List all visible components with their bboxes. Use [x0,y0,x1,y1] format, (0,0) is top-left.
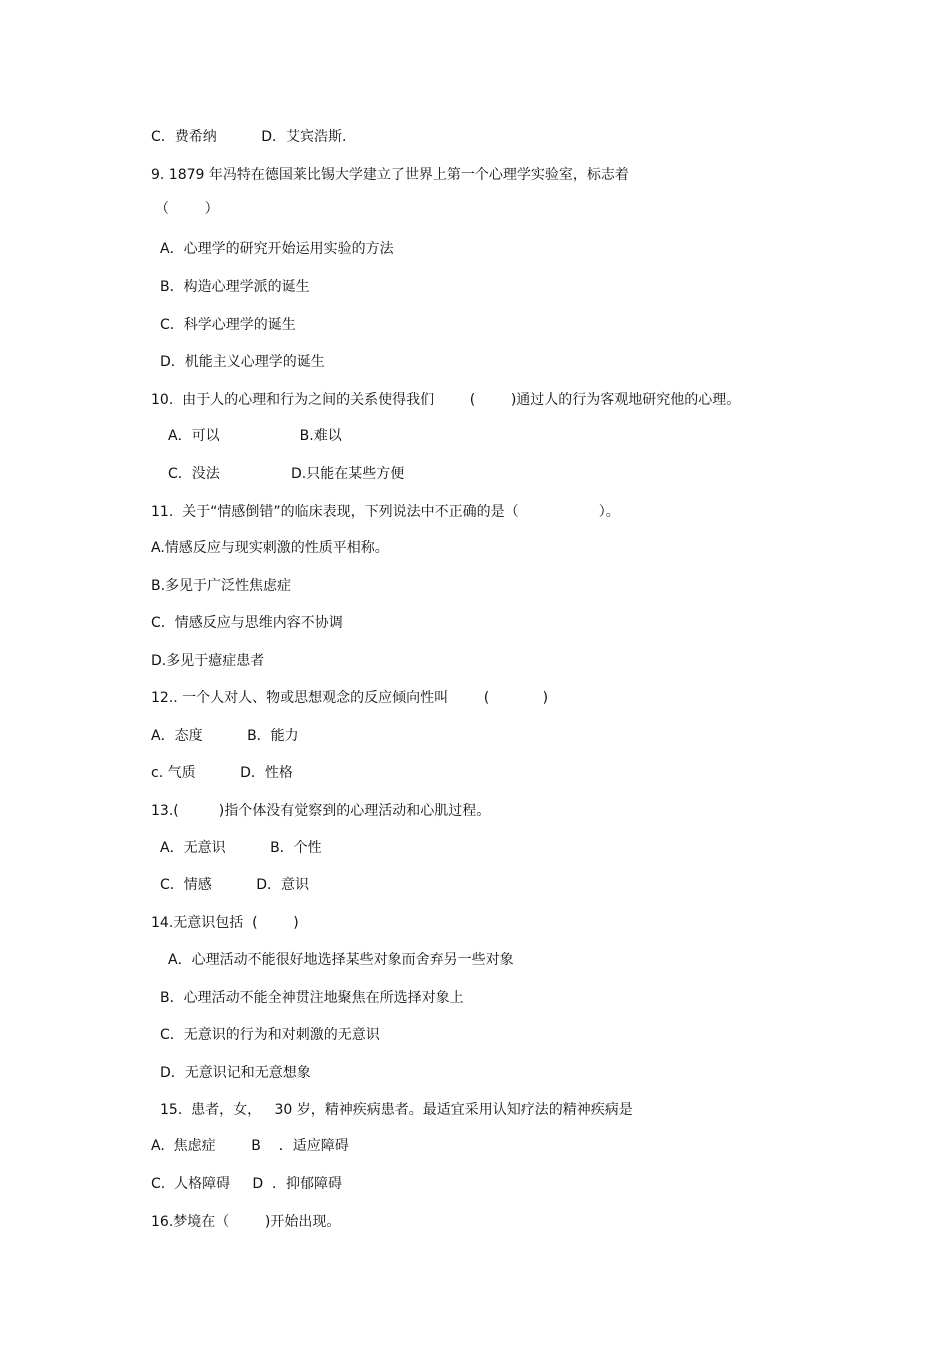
option-line: C．没法 D.只能在某些方便 [168,466,405,482]
option-line: C．情感反应与思维内容不协调 [151,615,343,631]
option-line: c. 气质 D．性格 [151,765,293,781]
answer-blank: （ ） [155,201,219,217]
option-line: A．心理活动不能很好地选择某些对象而舍弃另一些对象 [168,952,514,968]
option-line: C．费希纳 D．艾宾浩斯. [151,129,347,145]
option-line: D.多见于癔症患者 [151,653,265,669]
option-line: C．无意识的行为和对刺激的无意识 [160,1027,380,1043]
option-line: D．机能主义心理学的诞生 [160,354,325,370]
question-15: 15. 患者，女， 30 岁，精神疾病患者。最适宜采用认知疗法的精神疾病是 [160,1102,633,1118]
question-14: 14.无意识包括 ( ) [151,915,299,931]
option-line: A.情感反应与现实刺激的性质平相称。 [151,540,389,556]
option-line: C．情感 D．意识 [160,877,310,893]
option-line: C．科学心理学的诞生 [160,317,296,333]
option-line: B．心理活动不能全神贯注地聚焦在所选择对象上 [160,990,464,1006]
option-line: D．无意识记和无意想象 [160,1065,311,1081]
question-9: 9. 1879 年冯特在德国莱比锡大学建立了世界上第一个心理学实验室，标志着 [151,167,629,183]
question-16: 16.梦境在（ )开始出现。 [151,1214,341,1230]
option-line: C. 人格障碍 D ．抑郁障碍 [151,1176,343,1192]
question-10: 10. 由于人的心理和行为之间的关系使得我们 ( )通过人的行为客观地研究他的心理。 [151,392,741,408]
option-line: A．无意识 B．个性 [160,840,322,856]
option-line: B.多见于广泛性焦虑症 [151,578,292,594]
option-line: A．心理学的研究开始运用实验的方法 [160,241,394,257]
question-12: 12.. 一个人对人、物或思想观念的反应倾向性叫 ( ) [151,690,549,706]
option-line: A. 焦虑症 B ．适应障碍 [151,1138,349,1154]
question-13: 13.( )指个体没有觉察到的心理活动和心肌过程。 [151,803,491,819]
question-11: 11. 关于“情感倒错”的临床表现，下列说法中不正确的是（ ）。 [151,504,620,520]
option-line: A．态度 B．能力 [151,728,299,744]
option-line: B．构造心理学派的诞生 [160,279,310,295]
option-line: A．可以 B.难以 [168,428,342,444]
